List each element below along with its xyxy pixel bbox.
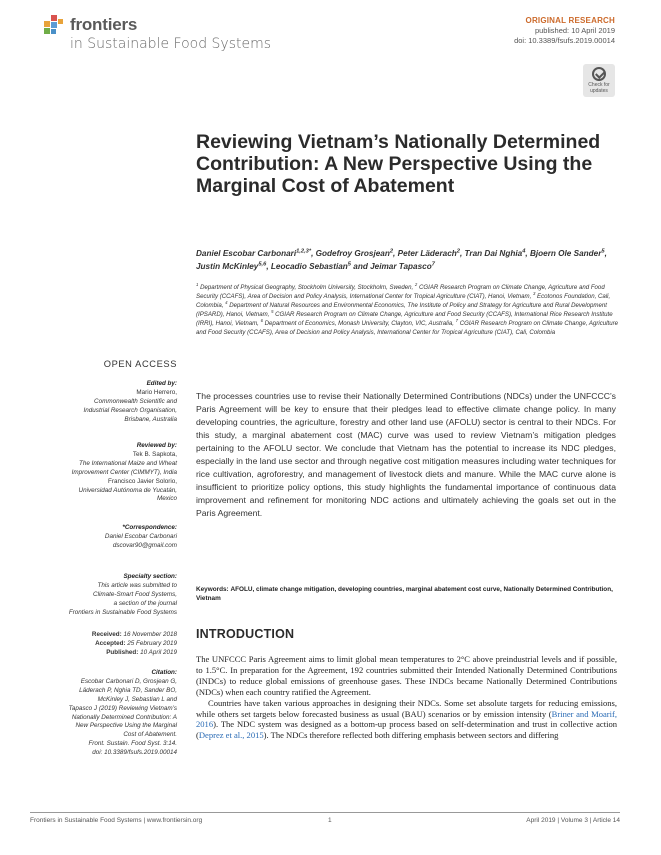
- accepted-label: Accepted:: [95, 639, 126, 647]
- author-affiliation-marker: 1,2,3*: [296, 248, 312, 255]
- author-name[interactable]: Justin McKinley$^{5,6}$: [196, 260, 267, 271]
- affiliation-text: CGIAR Research Program on Climate Change, Agriculture and Food Security (CCAFS), Area of Decision and Policy Analysis, International Center for Tropical Agriculture (CIAT), Hanoi, Vietnam,: [196, 284, 605, 301]
- keywords-list: AFOLU, climate change mitigation, developing countries, marginal abatement cost curve, Nationally Determined Contribution, Vietnam: [196, 586, 613, 602]
- specialty-text: This article was submitted to: [97, 581, 177, 589]
- footer-issue: April 2019 | Volume 3 | Article 14: [526, 817, 620, 824]
- article-title: Reviewing Vietnam’s Nationally Determined Contribution: A New Perspective Using the Marginal Cost of Abatement: [196, 131, 601, 197]
- author-affiliation-marker: 5,6: [258, 260, 267, 267]
- published-value: 10 April 2019: [140, 648, 177, 656]
- affiliation-text: CGIAR Research Program on Climate Change, Agriculture and Food Security (CCAFS), Area of Decision and Policy Analysis, International Center for Tropical Agriculture (CIAT), Cali, Colombia: [196, 320, 619, 337]
- author-name[interactable]: Bjoern Ole Sander$^5$: [529, 248, 605, 258]
- badge-text: updates: [590, 88, 608, 94]
- received-date: [30, 631, 177, 640]
- check-icon: [592, 67, 606, 81]
- affiliation-number: 6: [260, 318, 263, 324]
- affiliation-number: 1: [196, 281, 199, 287]
- citation-line: Tapasco J (2019) Reviewing Vietnam’s: [68, 704, 177, 712]
- text-span: Countries have taken various approaches in designing their NDCs. Some set absolute targets for reducing emissions, while others set targets below forecasted business as usual (BAU) scenarios or by emission intensity (: [196, 697, 617, 719]
- editor-affiliation: Industrial Research Organisation,: [83, 406, 177, 414]
- reviewed-by: [30, 442, 177, 504]
- article-meta: [514, 16, 615, 46]
- reviewer-affiliation: Mexico: [157, 495, 177, 503]
- frontiers-logo-icon: [44, 15, 72, 39]
- keywords: [196, 585, 616, 603]
- received-label: Received:: [91, 631, 122, 638]
- affiliation-number: 5: [271, 309, 274, 315]
- doi[interactable]: doi: 10.3389/fsufs.2019.00014: [514, 36, 615, 45]
- affiliation-text: Department of Economics, Monash University, Clayton, VIC, Australia,: [262, 320, 456, 328]
- affiliation-number: 4: [225, 300, 228, 306]
- author-affiliation-marker: 4: [522, 248, 526, 255]
- citation-line: Escobar Carbonari D, Grosjean G,: [80, 677, 177, 685]
- author-name[interactable]: Peter Läderach$^2$: [397, 248, 460, 258]
- affiliation-text: CGIAR Research Program on Climate Change, Agriculture and Food Security (CCAFS), International Rice Research Institute (IRRI), Hanoi, Vietnam,: [196, 311, 613, 328]
- introduction-body: [196, 654, 617, 741]
- affiliation-text: Department of Physical Geography, Stockholm University, Stockholm, Sweden,: [198, 284, 415, 291]
- affiliation-text: Ecotonos Foundation, Cali, Colombia,: [196, 293, 611, 310]
- article-type: ORIGINAL RESEARCH: [525, 16, 615, 25]
- affiliations: [196, 283, 621, 338]
- reviewer-name: Tek B. Sapkota,: [132, 450, 177, 458]
- editor-name: Mario Herrero,: [136, 388, 177, 396]
- check-for-updates-badge[interactable]: [583, 64, 615, 97]
- citation-line: Läderach P, Nghia TD, Sander BO,: [79, 686, 177, 694]
- correspondent-name: Daniel Escobar Carbonari: [104, 532, 177, 540]
- author-affiliation-marker: 2: [389, 248, 394, 255]
- affiliation-text: Department of Natural Resources and Environmental Economics, The Institute of Policy and Strategy for Agriculture and Rural Development (IPSARD), Hanoi, Vietnam,: [196, 302, 607, 319]
- editor-affiliation: Commonwealth Scientific and: [94, 397, 177, 405]
- author-name[interactable]: Tran Dai Nghia$^4$: [464, 248, 526, 258]
- correspondence: [30, 524, 177, 551]
- citation-line: Nationally Determined Contribution: A: [71, 713, 177, 721]
- badge-text: Check for: [588, 82, 610, 88]
- citation-link[interactable]: Deprez et al., 2015: [198, 730, 264, 741]
- reviewer-affiliation: Improvement Center (CIMMYT), India: [71, 468, 177, 476]
- open-access-label: OPEN ACCESS: [103, 359, 177, 369]
- abstract: The processes countries use to revise their Nationally Determined Contributions (NDCs) under the UNFCCC’s Paris Agreement will be key to ensure that their pledges lead to effective climate change policy. In many developing countries, the agriculture, forestry and other land use (AFOLU) sector is central to their NDCs. For this study, a marginal abatement cost (MAC) curve was used to review Vietnam’s mitigation pledges pertaining to the AFOLU sector. We conclude that Vietnam has the potential to increase its NDC pledges, especially in the land use sector and through negative cost mitigation measures including water techniques for rice cultivation, agroforestry, and management of livestock diets and manure. While the MAC curve alone is insufficient to prioritize policy options, this study highlights the fundamental importance of continuous data improvement and refinement for monitoring NDC actions and ultimately achieving the goals set out in the Paris Agreement.: [196, 391, 616, 518]
- author-affiliation-marker: 2: [456, 248, 460, 255]
- affiliation-number: 7: [455, 318, 459, 324]
- reviewed-by-label: Reviewed by:: [136, 442, 177, 449]
- footer-divider: [30, 812, 620, 813]
- citation-line: New Perspective Using the Marginal: [75, 722, 177, 730]
- citation-line: Cost of Abatement.: [123, 731, 177, 739]
- author-affiliation-marker: 5: [601, 248, 605, 255]
- author-name[interactable]: Jeimar Tapasco$^7$: [370, 260, 435, 271]
- keywords-label: Keywords:: [196, 586, 229, 593]
- author-affiliation-marker: 5: [347, 260, 351, 267]
- accepted-date: [30, 640, 177, 649]
- specialty-text: Climate-Smart Food Systems,: [93, 590, 177, 598]
- citation-line: McKinley J, Sebastian L and: [97, 695, 177, 703]
- citation: [30, 669, 177, 758]
- editor-affiliation: Brisbane, Australia: [124, 415, 177, 423]
- published-date: published: 10 April 2019: [534, 26, 615, 35]
- author-name[interactable]: Daniel Escobar Carbonari$^{1,2,3*}$: [196, 248, 312, 258]
- author-affiliation-marker: 7: [431, 260, 435, 267]
- edited-by-label: Edited by:: [146, 380, 177, 387]
- citation-label: Citation:: [151, 669, 177, 676]
- dates: [30, 631, 177, 658]
- author-name[interactable]: Godefroy Grosjean$^2$: [315, 248, 394, 258]
- citation-link[interactable]: Briner and Moarif, 2016: [196, 708, 617, 730]
- accepted-value: 25 February 2019: [127, 639, 177, 647]
- page-number: 1: [328, 817, 332, 824]
- specialty-section: [30, 573, 177, 618]
- citation-line: Front. Sustain. Food Syst. 3:14.: [88, 740, 177, 748]
- footer-journal[interactable]: Frontiers in Sustainable Food Systems | www.frontiersin.org: [30, 817, 203, 824]
- brand-name: frontiers: [70, 15, 138, 34]
- specialty-text: a section of the journal: [113, 599, 177, 607]
- journal-name: in Sustainable Food Systems: [70, 36, 272, 52]
- reviewer-name: Francisco Javier Solorio,: [108, 477, 177, 485]
- intro-paragraph: [196, 698, 617, 742]
- author-name[interactable]: Leocadio Sebastian$^5$: [270, 260, 351, 271]
- text-span: ). The NDC system was designed as a bottom-up process based on self-determination and trust in collective action (: [196, 719, 617, 741]
- published-label: Published:: [106, 648, 139, 656]
- published-date-side: [30, 649, 177, 658]
- reviewer-affiliation: The International Maize and Wheat: [78, 459, 177, 467]
- received-value: 16 November 2018: [123, 631, 177, 638]
- specialty-text: Frontiers in Sustainable Food Systems: [68, 608, 177, 616]
- intro-paragraph: The UNFCCC Paris Agreement aims to limit global mean temperatures to 2°C above preindustrial levels and if possible, to 1.5°C. In preparation for the Agreement, 192 countries submitted their Intended Nationally Determined Contributions (INDCs) to reduce global emissions of greenhouse gases. These INDCs became Nationally Determined Contributions (NDCs) when each country ratified the Agreement.: [196, 654, 617, 697]
- author-list: Daniel Escobar Carbonari$^{1,2,3*}$, Godefroy Grosjean$^2$, Peter Läderach$^2$, Tran Dai Nghia$^4$, Bjoern Ole Sander$^5$, Justin McKinley$^{5,6}$, Leocadio Sebastian$^5$ and Jeimar Tapasco$^7$: [196, 248, 607, 271]
- edited-by: [30, 380, 177, 425]
- specialty-label: Specialty section:: [123, 573, 177, 580]
- correspondent-email[interactable]: dscovar90@gmail.com: [112, 541, 177, 549]
- affiliation-number: 3: [532, 291, 536, 297]
- correspondence-label: *Correspondence:: [122, 524, 177, 531]
- affiliation-number: 2: [414, 281, 418, 287]
- citation-line[interactable]: doi: 10.3389/fsufs.2019.00014: [92, 749, 177, 757]
- introduction-heading: INTRODUCTION: [196, 627, 295, 641]
- reviewer-affiliation: Universidad Autónoma de Yucatán,: [78, 486, 177, 494]
- text-span: ). The NDCs therefore reflected both differing emphasis between sectors and differing: [263, 730, 559, 741]
